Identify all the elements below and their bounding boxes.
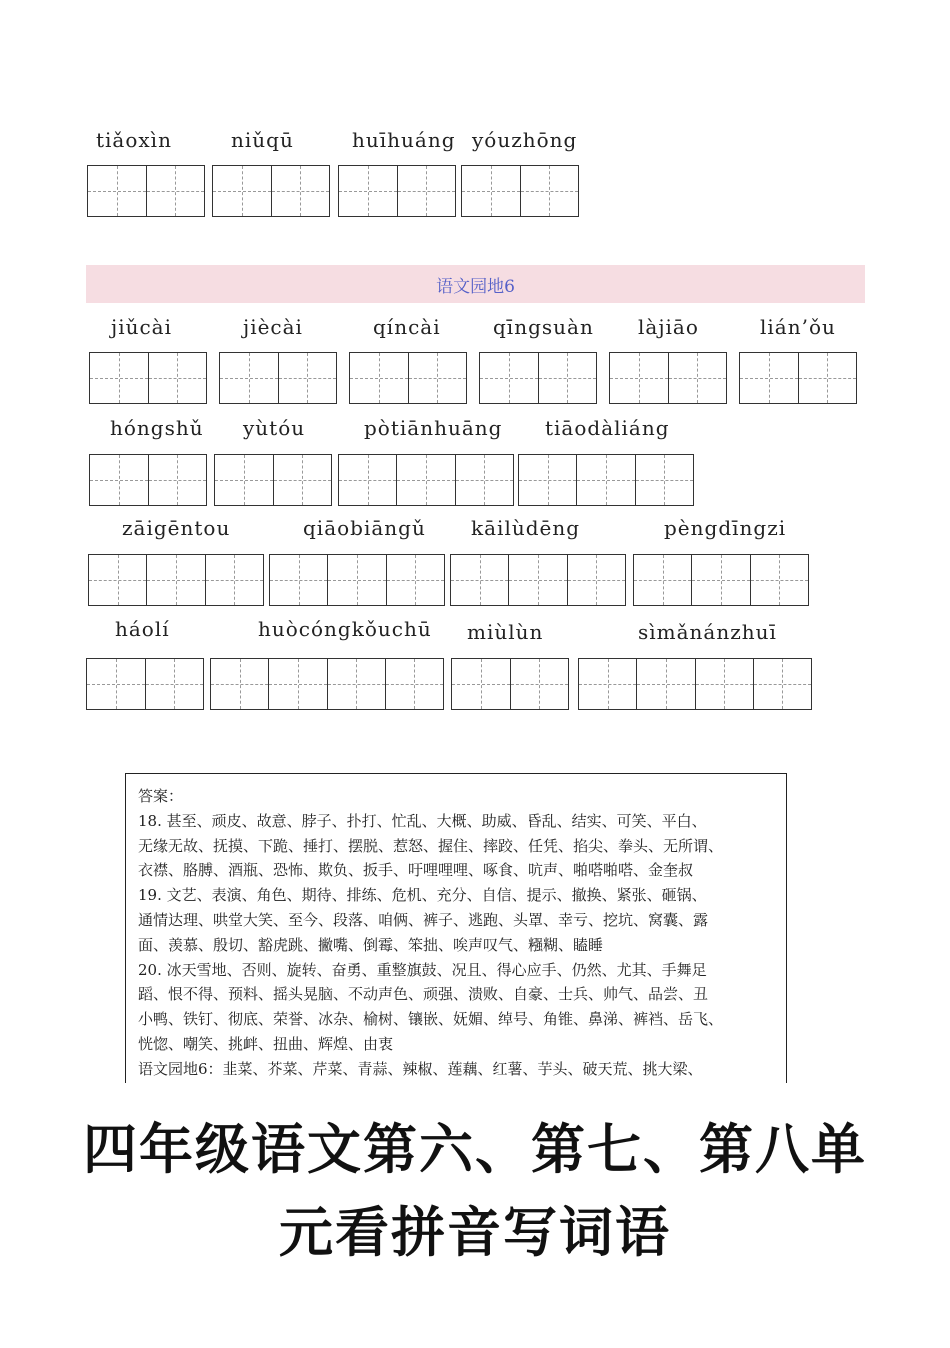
pinyin-label: huīhuáng xyxy=(352,128,456,152)
writing-grid[interactable] xyxy=(212,165,330,217)
answer-line: 恍惚、嘲笑、挑衅、扭曲、辉煌、由衷 xyxy=(138,1034,394,1053)
writing-grid[interactable] xyxy=(219,352,337,404)
pinyin-label: yóuzhōng xyxy=(472,128,578,152)
writing-grid[interactable] xyxy=(87,165,205,217)
writing-grid[interactable] xyxy=(88,554,264,606)
pinyin-label: lián’ǒu xyxy=(760,315,836,339)
pinyin-label: huòcóngkǒuchū xyxy=(258,617,432,641)
page-title-line-2: 元看拼音写词语 xyxy=(279,1201,671,1264)
writing-grid[interactable] xyxy=(210,658,444,710)
section-banner xyxy=(86,265,865,303)
answer-line: 无缘无故、抚摸、下跪、捶打、摆脱、惹怒、握住、摔跤、任凭、掐尖、拳头、无所谓、 xyxy=(138,836,724,855)
writing-grid[interactable] xyxy=(739,352,857,404)
writing-grid[interactable] xyxy=(461,165,579,217)
writing-grid[interactable] xyxy=(338,165,456,217)
writing-grid[interactable] xyxy=(609,352,727,404)
writing-grid[interactable] xyxy=(450,554,626,606)
pinyin-label: zāigēntou xyxy=(122,516,231,540)
writing-grid[interactable] xyxy=(214,454,332,506)
answer-line: 20. 冰天雪地、否则、旋转、奋勇、重整旗鼓、况且、得心应手、仍然、尤其、手舞足 xyxy=(138,960,707,979)
answer-panel xyxy=(125,773,787,1083)
pinyin-label: pèngdīngzi xyxy=(664,516,787,540)
pinyin-label: kāilùdēng xyxy=(471,516,581,540)
pinyin-label: háolí xyxy=(115,617,170,641)
writing-grid[interactable] xyxy=(89,352,207,404)
writing-grid[interactable] xyxy=(338,454,514,506)
pinyin-label: niǔqū xyxy=(231,128,294,152)
answer-line: 蹈、恨不得、预料、摇头晃脑、不动声色、顽强、溃败、自豪、士兵、帅气、品尝、丑 xyxy=(138,985,709,1004)
pinyin-label: tiāodàliáng xyxy=(545,416,670,440)
writing-grid[interactable] xyxy=(578,658,812,710)
writing-grid[interactable] xyxy=(86,658,204,710)
writing-grid[interactable] xyxy=(269,554,445,606)
pinyin-label: hóngshǔ xyxy=(110,416,204,440)
answer-line: 语文园地6：韭菜、芥菜、芹菜、青蒜、辣椒、莲藕、红薯、芋头、破天荒、挑大梁、 xyxy=(138,1059,703,1078)
pinyin-label: pòtiānhuāng xyxy=(364,416,503,440)
answer-line: 19. 文艺、表演、角色、期待、排练、危机、充分、自信、提示、撤换、紧张、砸锅、 xyxy=(138,886,707,905)
pinyin-label: làjiāo xyxy=(638,315,699,339)
answer-heading: 答案： xyxy=(138,787,184,805)
pinyin-label: jiècài xyxy=(243,315,303,339)
answer-line: 小鸭、铁钉、彻底、荣誉、冰杂、榆树、镶嵌、妩媚、绰号、角锥、鼻涕、裤裆、岳飞、 xyxy=(138,1010,724,1029)
pinyin-label: sìmǎnánzhuī xyxy=(638,620,777,644)
writing-grid[interactable] xyxy=(89,454,207,506)
section-banner-title: 语文园地6 xyxy=(436,276,515,297)
writing-grid[interactable] xyxy=(451,658,569,710)
writing-grid[interactable] xyxy=(349,352,467,404)
pinyin-label: qīngsuàn xyxy=(493,315,594,339)
pinyin-label: qiāobiāngǔ xyxy=(303,516,426,540)
answer-line: 面、羡慕、殷切、豁虎跳、撇嘴、倒霉、笨拙、唉声叹气、糨糊、瞌睡 xyxy=(138,935,604,954)
pinyin-label: tiǎoxìn xyxy=(96,128,172,152)
writing-grid[interactable] xyxy=(479,352,597,404)
answer-line: 通情达理、哄堂大笑、至今、段落、咱俩、裤子、逃跑、头罩、幸亏、挖坑、窝囊、露 xyxy=(138,910,709,929)
answer-line: 衣襟、胳膊、酒瓶、恐怖、欺负、扳手、吁哩哩哩、啄食、吭声、啪嗒啪嗒、金奎叔 xyxy=(138,861,694,880)
writing-grid[interactable] xyxy=(518,454,694,506)
pinyin-label: miùlùn xyxy=(467,620,544,644)
page-title-line-1: 四年级语文第六、第七、第八单 xyxy=(83,1118,867,1181)
pinyin-label: jiǔcài xyxy=(111,315,172,339)
pinyin-label: yùtóu xyxy=(243,416,306,440)
answer-line: 18. 甚至、顽皮、故意、脖子、扑打、忙乱、大概、助威、昏乱、结实、可笑、平白、 xyxy=(138,811,707,830)
writing-grid[interactable] xyxy=(633,554,809,606)
pinyin-label: qíncài xyxy=(373,315,441,339)
